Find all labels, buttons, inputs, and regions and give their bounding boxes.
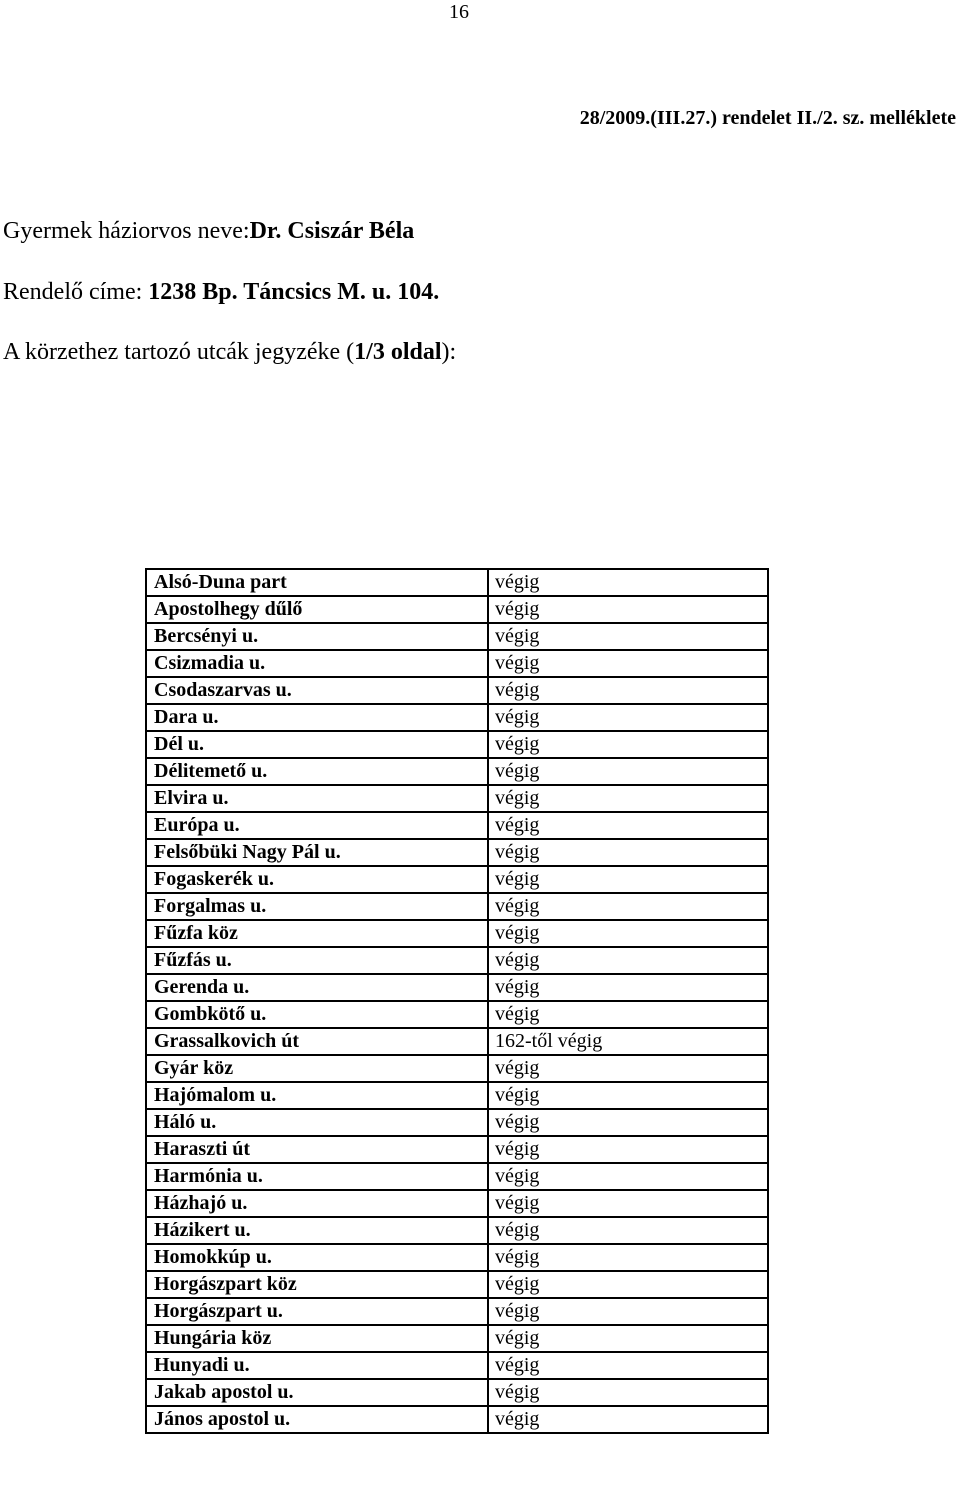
street-extent: végig: [488, 758, 768, 785]
street-name: Házikert u.: [146, 1217, 488, 1244]
table-row: [146, 1136, 768, 1163]
table-row: [146, 569, 768, 596]
street-name: Felsőbüki Nagy Pál u.: [146, 839, 488, 866]
table-row: [146, 596, 768, 623]
table-row: [146, 1001, 768, 1028]
table-row: [146, 1352, 768, 1379]
table-row: [146, 1163, 768, 1190]
street-name: Európa u.: [146, 812, 488, 839]
list-title-page: 1/3 oldal: [354, 339, 442, 365]
table-row: [146, 1298, 768, 1325]
street-name: Grassalkovich út: [146, 1028, 488, 1055]
street-name: Haraszti út: [146, 1136, 488, 1163]
street-name: Dél u.: [146, 731, 488, 758]
street-extent: végig: [488, 893, 768, 920]
table-row: [146, 1055, 768, 1082]
street-name: Csizmadia u.: [146, 650, 488, 677]
street-extent: végig: [488, 677, 768, 704]
table-row: [146, 650, 768, 677]
table-row: [146, 677, 768, 704]
street-name: Gyár köz: [146, 1055, 488, 1082]
street-name: Forgalmas u.: [146, 893, 488, 920]
street-name: Harmónia u.: [146, 1163, 488, 1190]
street-name: Homokkúp u.: [146, 1244, 488, 1271]
table-row: [146, 947, 768, 974]
street-name: Hungária köz: [146, 1325, 488, 1352]
table-row: [146, 623, 768, 650]
street-extent: végig: [488, 731, 768, 758]
table-row: [146, 1325, 768, 1352]
street-extent: végig: [488, 1379, 768, 1406]
street-extent: végig: [488, 1082, 768, 1109]
street-name: Bercsényi u.: [146, 623, 488, 650]
street-extent: végig: [488, 1163, 768, 1190]
street-extent: végig: [488, 1001, 768, 1028]
table-row: [146, 758, 768, 785]
street-extent: végig: [488, 569, 768, 596]
table-row: [146, 1028, 768, 1055]
street-extent: végig: [488, 623, 768, 650]
street-extent: végig: [488, 866, 768, 893]
street-name: Gerenda u.: [146, 974, 488, 1001]
table-row: [146, 866, 768, 893]
street-name: Házhajó u.: [146, 1190, 488, 1217]
street-extent: végig: [488, 839, 768, 866]
street-extent: végig: [488, 974, 768, 1001]
street-extent: végig: [488, 812, 768, 839]
table-row: [146, 1082, 768, 1109]
street-extent: végig: [488, 1406, 768, 1433]
street-name: Fűzfa köz: [146, 920, 488, 947]
street-name: Dara u.: [146, 704, 488, 731]
street-name: Alsó-Duna part: [146, 569, 488, 596]
address-label: Rendelő címe:: [3, 279, 143, 305]
street-name: Apostolhegy dűlő: [146, 596, 488, 623]
page-number: 16: [449, 1, 469, 23]
table-row: [146, 1379, 768, 1406]
street-extent: végig: [488, 1055, 768, 1082]
list-title: [3, 338, 456, 366]
list-title-prefix: A körzethez tartozó utcák jegyzéke (: [3, 339, 355, 365]
street-extent: végig: [488, 1109, 768, 1136]
street-name: Horgászpart köz: [146, 1271, 488, 1298]
doctor-name: Dr. Csiszár Béla: [249, 218, 415, 244]
street-name: Hunyadi u.: [146, 1352, 488, 1379]
street-table: [145, 568, 769, 1434]
decree-reference: 28/2009.(III.27.) rendelet II./2. sz. melléklete: [579, 107, 956, 129]
street-extent: végig: [488, 1271, 768, 1298]
street-extent: végig: [488, 1298, 768, 1325]
street-extent: végig: [488, 785, 768, 812]
street-name: Fogaskerék u.: [146, 866, 488, 893]
address-line: [3, 278, 439, 306]
street-name: Hajómalom u.: [146, 1082, 488, 1109]
table-row: [146, 1244, 768, 1271]
table-row: [146, 839, 768, 866]
table-row: [146, 1109, 768, 1136]
street-name: Elvira u.: [146, 785, 488, 812]
street-extent: végig: [488, 1244, 768, 1271]
street-name: Csodaszarvas u.: [146, 677, 488, 704]
street-name: János apostol u.: [146, 1406, 488, 1433]
street-name: Horgászpart u.: [146, 1298, 488, 1325]
doctor-label: Gyermek háziorvos neve:: [3, 218, 250, 244]
street-extent: végig: [488, 1217, 768, 1244]
street-name: Gombkötő u.: [146, 1001, 488, 1028]
table-row: [146, 812, 768, 839]
table-row: [146, 893, 768, 920]
street-extent: végig: [488, 1352, 768, 1379]
street-extent: végig: [488, 1190, 768, 1217]
doctor-line: [3, 217, 414, 245]
street-name: Fűzfás u.: [146, 947, 488, 974]
table-row: [146, 1217, 768, 1244]
street-extent: végig: [488, 704, 768, 731]
list-title-suffix: ):: [441, 339, 457, 365]
street-extent: végig: [488, 947, 768, 974]
street-name: Jakab apostol u.: [146, 1379, 488, 1406]
street-extent: végig: [488, 1136, 768, 1163]
street-extent: végig: [488, 650, 768, 677]
address-value: 1238 Bp. Táncsics M. u. 104.: [148, 279, 440, 305]
street-extent: végig: [488, 1325, 768, 1352]
street-extent: végig: [488, 920, 768, 947]
street-extent: 162-től végig: [488, 1028, 768, 1055]
table-row: [146, 785, 768, 812]
table-row: [146, 920, 768, 947]
street-table-body: [146, 569, 768, 1433]
table-row: [146, 1406, 768, 1433]
table-row: [146, 731, 768, 758]
street-name: Háló u.: [146, 1109, 488, 1136]
table-row: [146, 1190, 768, 1217]
table-row: [146, 974, 768, 1001]
table-row: [146, 704, 768, 731]
street-name: Délitemető u.: [146, 758, 488, 785]
street-extent: végig: [488, 596, 768, 623]
table-row: [146, 1271, 768, 1298]
